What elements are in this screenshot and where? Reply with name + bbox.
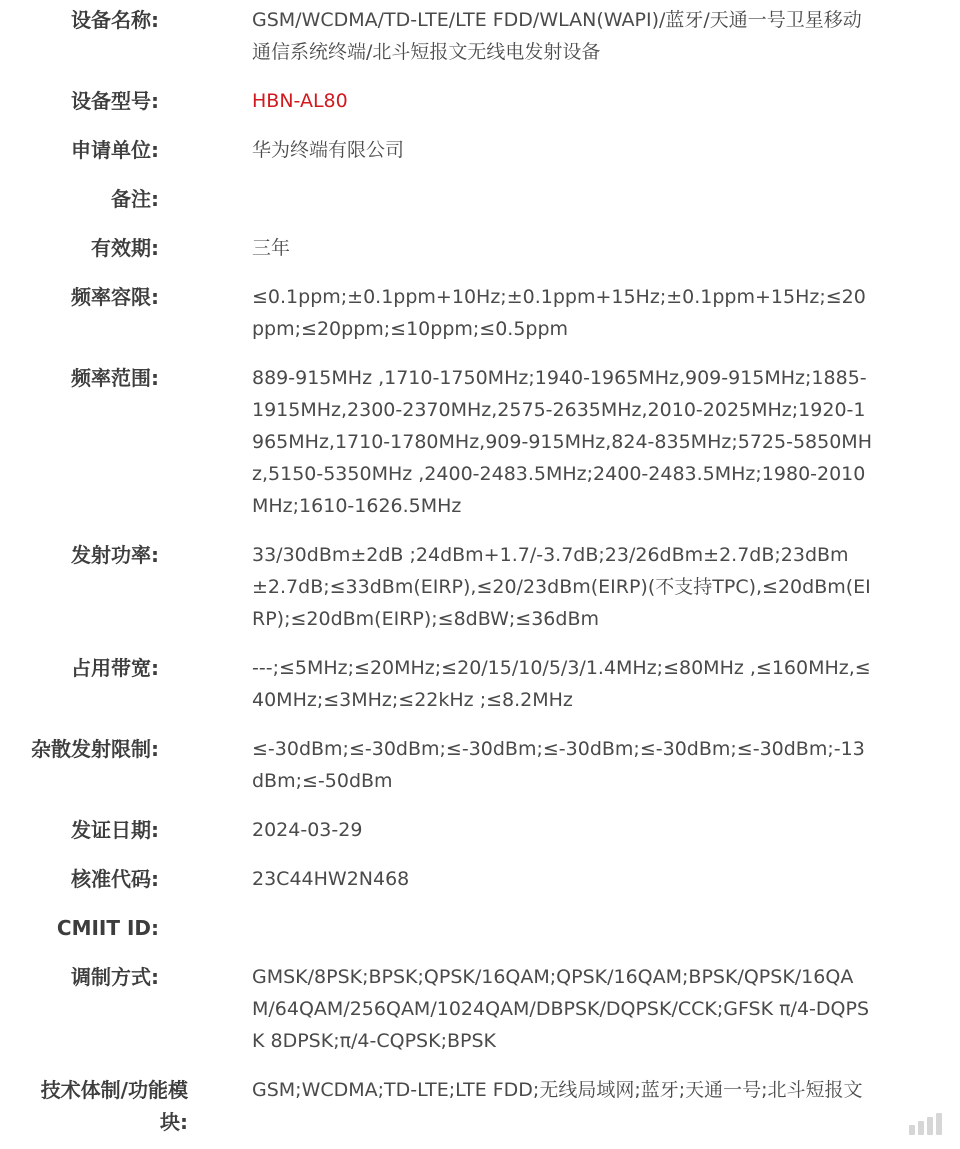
row-frequency-tolerance: [0, 281, 960, 345]
field-label: 有效期:: [91, 236, 159, 260]
field-label: 备注:: [111, 187, 159, 211]
issue-date-value: 2024-03-29: [252, 819, 363, 841]
field-label: 占用带宽:: [71, 656, 159, 680]
frequency-tolerance-value: ≤0.1ppm;±0.1ppm+10Hz;±0.1ppm+15Hz;±0.1ppm+15Hz;≤20ppm;≤20ppm;≤10ppm;≤0.5ppm: [252, 286, 866, 340]
field-label: 发射功率:: [71, 543, 159, 567]
row-occupied-bandwidth: [0, 652, 960, 716]
row-modulation: [0, 961, 960, 1057]
signal-bars-watermark: [909, 1113, 942, 1135]
occupied-bandwidth-value: ---;≤5MHz;≤20MHz;≤20/15/10/5/3/1.4MHz;≤80MHz ,≤160MHz,≤40MHz;≤3MHz;≤22kHz ;≤8.2MHz: [252, 657, 871, 711]
device-model-value: HBN-AL80: [252, 90, 348, 112]
row-device-name: [0, 4, 960, 68]
field-label: 调制方式:: [71, 965, 159, 989]
field-label: 频率容限:: [71, 285, 159, 309]
technology-modules-value: GSM;WCDMA;TD-LTE;LTE FDD;无线局域网;蓝牙;天通一号;北斗短报文: [252, 1079, 863, 1101]
row-validity: [0, 232, 960, 264]
row-approval-code: [0, 863, 960, 895]
watermark-bar: [936, 1113, 942, 1135]
row-transmit-power: [0, 539, 960, 635]
certificate-sheet: [0, 4, 960, 1138]
field-label: 发证日期:: [71, 818, 159, 842]
field-label: 申请单位:: [71, 138, 159, 162]
field-label: 技术体制/功能模块:: [40, 1078, 188, 1134]
field-label: 杂散发射限制:: [31, 737, 159, 761]
field-label: 核准代码:: [71, 867, 159, 891]
spurious-emission-value: ≤-30dBm;≤-30dBm;≤-30dBm;≤-30dBm;≤-30dBm;≤-30dBm;-13dBm;≤-50dBm: [252, 738, 865, 792]
transmit-power-value: 33/30dBm±2dB ;24dBm+1.7/-3.7dB;23/26dBm±2.7dB;23dBm±2.7dB;≤33dBm(EIRP),≤20/23dBm(EIRP)(不支持TPC),≤20dBm(EIRP);≤20dBm(EIRP);≤8dBW;≤36dBm: [252, 544, 871, 630]
field-label: 频率范围:: [71, 366, 159, 390]
row-applicant: [0, 134, 960, 166]
row-device-model: [0, 85, 960, 117]
row-issue-date: [0, 814, 960, 846]
row-remarks: [0, 183, 960, 215]
row-technology-modules: [0, 1074, 960, 1138]
watermark-bar: [918, 1121, 924, 1135]
row-cmiit-id: [0, 912, 960, 944]
field-label: 设备型号:: [71, 89, 159, 113]
field-label: CMIIT ID:: [56, 916, 159, 940]
row-frequency-range: [0, 362, 960, 522]
modulation-value: GMSK/8PSK;BPSK;QPSK/16QAM;QPSK/16QAM;BPSK/QPSK/16QAM/64QAM/256QAM/1024QAM/DBPSK/DQPSK/CCK;GFSK π/4-DQPSK 8DPSK;π/4-CQPSK;BPSK: [252, 966, 869, 1052]
approval-code-value: 23C44HW2N468: [252, 868, 410, 890]
watermark-bar: [909, 1125, 915, 1135]
applicant-value: 华为终端有限公司: [252, 139, 405, 161]
frequency-range-value: 889-915MHz ,1710-1750MHz;1940-1965MHz,909-915MHz;1885-1915MHz,2300-2370MHz,2575-2635MHz,2010-2025MHz;1920-1965MHz,1710-1780MHz,909-915MHz,824-835MHz;5725-5850MHz,5150-5350MHz ,2400-2483.5MHz;2400-2483.5MHz;1980-2010MHz;1610-1626.5MHz: [252, 367, 872, 517]
row-spurious-emission: [0, 733, 960, 797]
device-name-value: GSM/WCDMA/TD-LTE/LTE FDD/WLAN(WAPI)/蓝牙/天通一号卫星移动通信系统终端/北斗短报文无线电发射设备: [252, 9, 862, 63]
validity-value: 三年: [252, 237, 291, 259]
watermark-bar: [927, 1117, 933, 1135]
field-label: 设备名称:: [71, 8, 159, 32]
